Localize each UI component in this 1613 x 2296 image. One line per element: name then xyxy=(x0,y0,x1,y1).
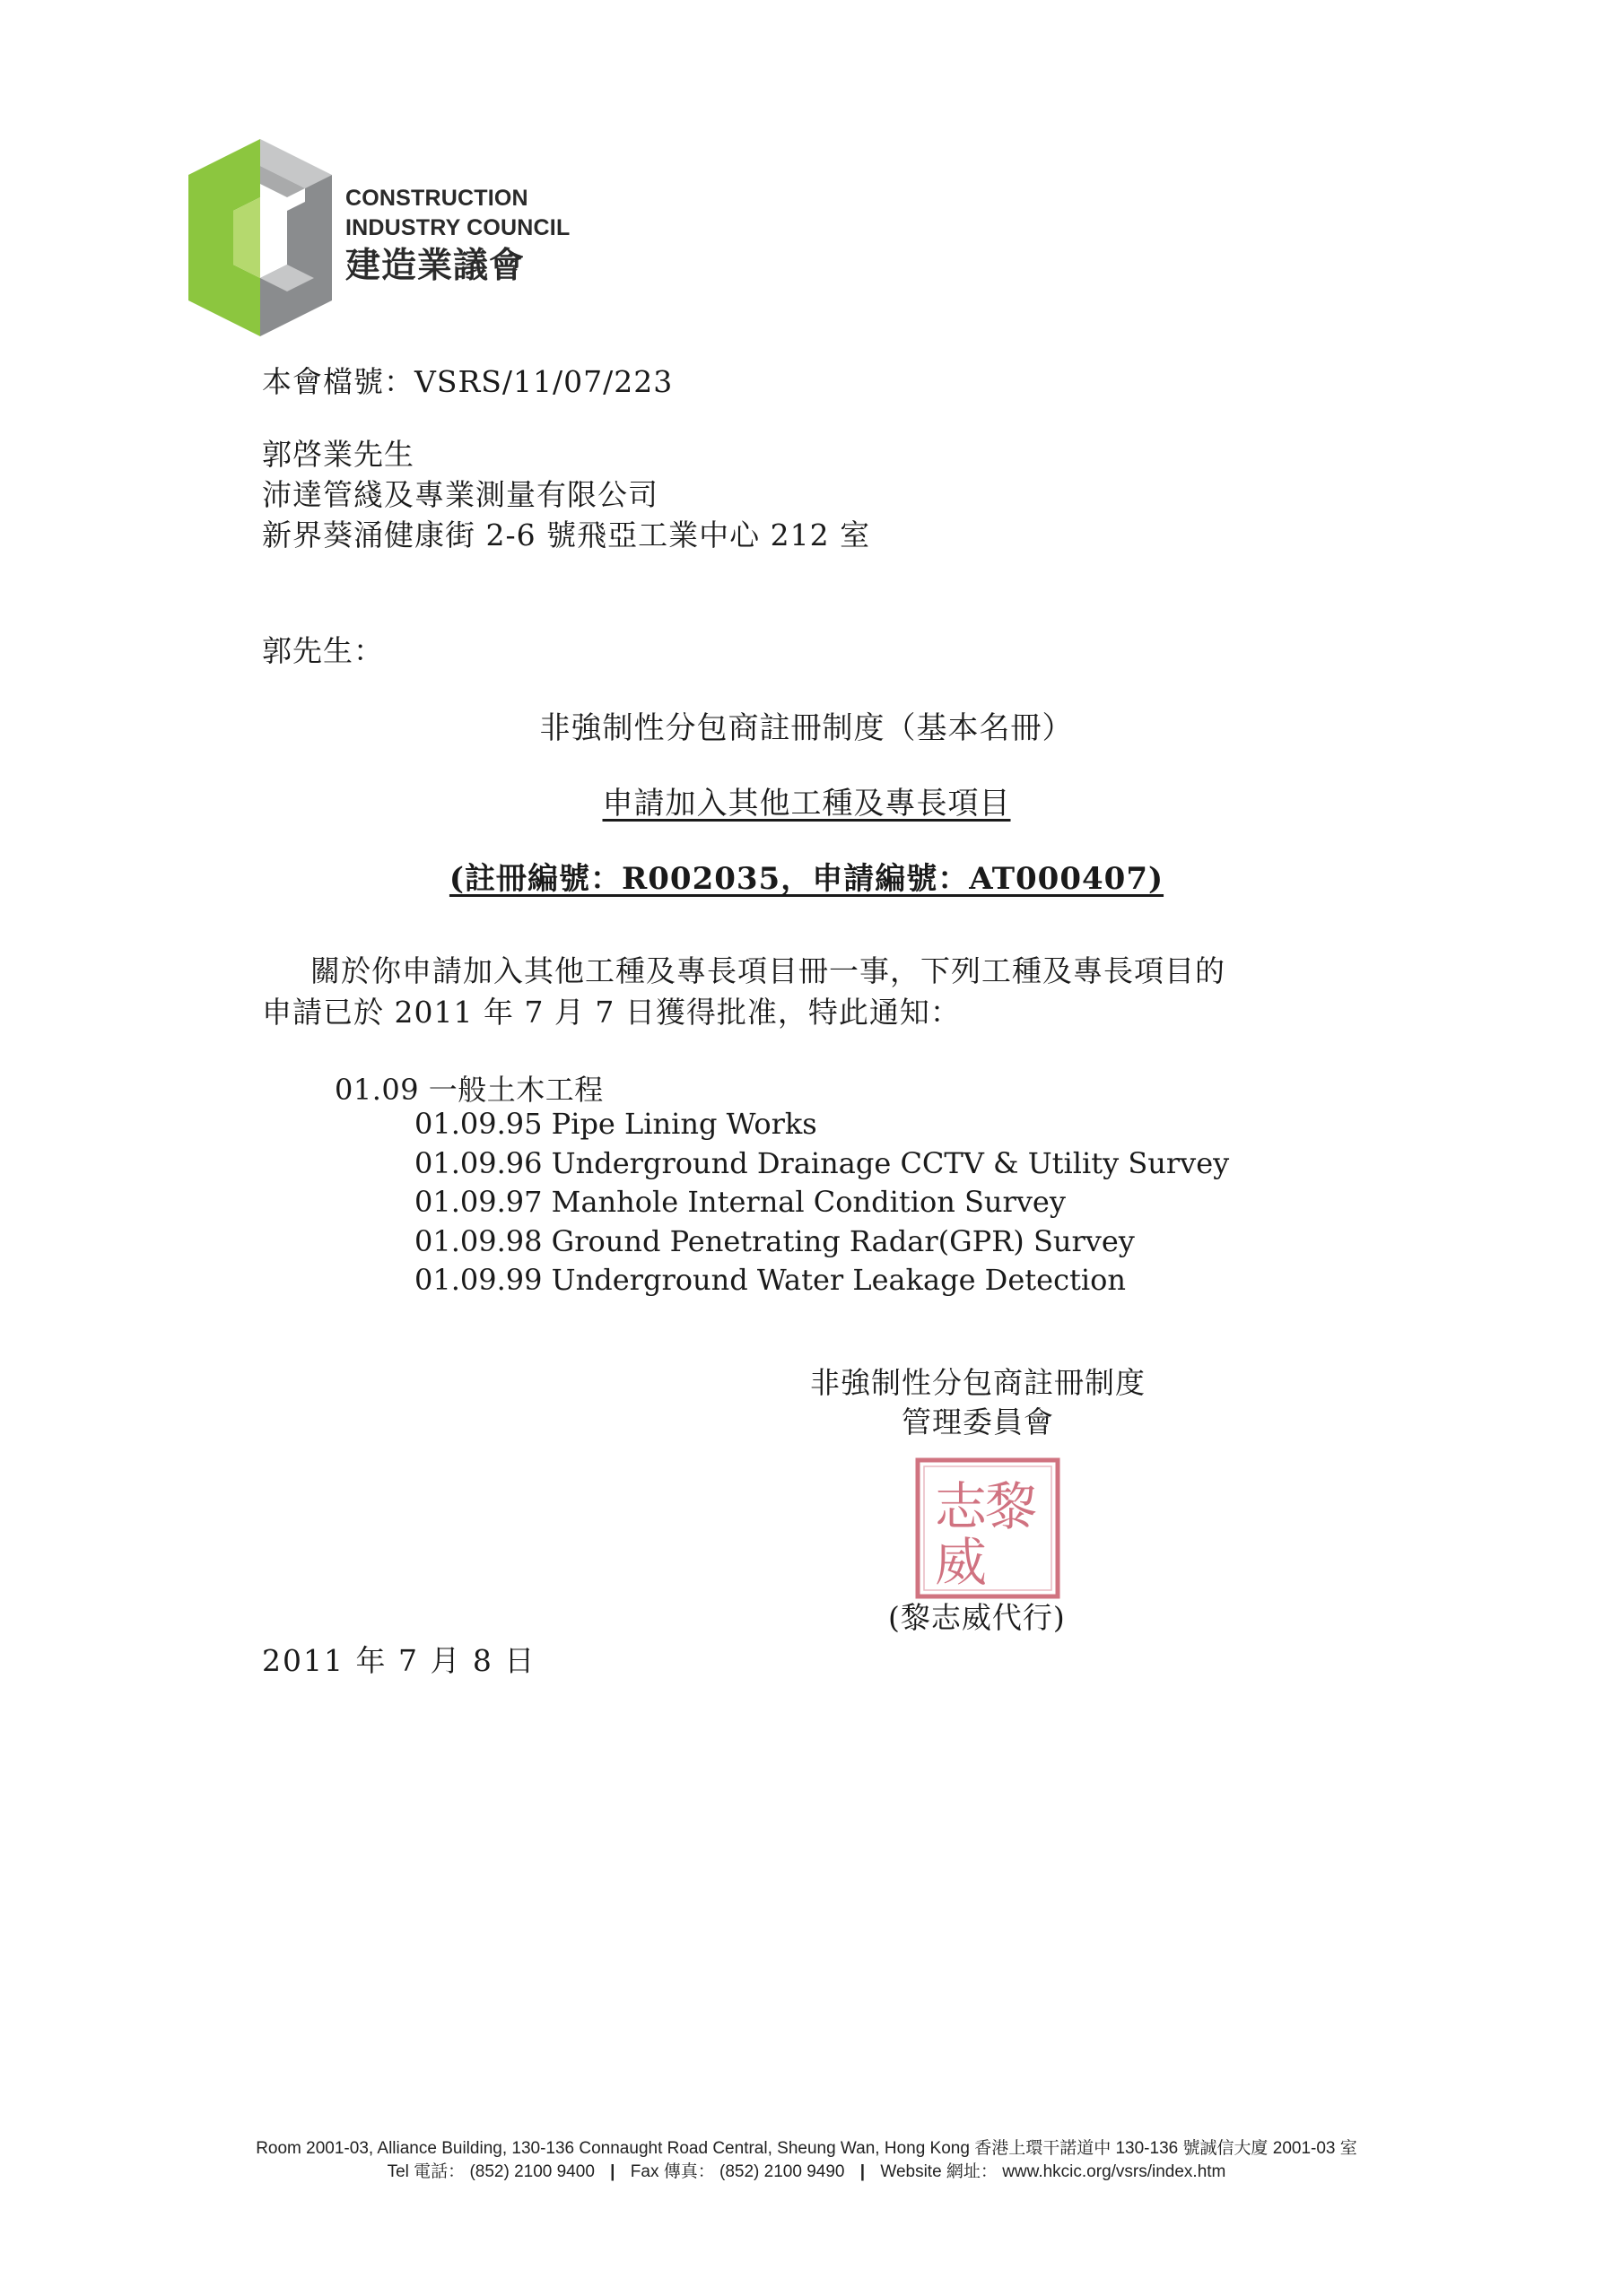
reference-number: 本會檔號：VSRS/11/07/223 xyxy=(262,364,674,399)
recipient-name: 郭啓業先生 xyxy=(262,437,414,472)
signer-name: (黎志威代行) xyxy=(888,1600,1066,1635)
footer-contacts xyxy=(0,2161,1613,2184)
sign-committee-line2: 管理委員會 xyxy=(902,1405,1054,1439)
footer-tel: Tel 電話： (852) 2100 9400 xyxy=(387,2162,595,2181)
specialty-item: 01.09.95 Pipe Lining Works xyxy=(414,1107,817,1141)
title-scheme: 非強制性分包商註冊制度（基本名冊） xyxy=(539,710,1074,746)
specialty-item: 01.09.96 Underground Drainage CCTV & Utility Survey xyxy=(414,1145,1230,1180)
signature-block xyxy=(789,1363,1166,1442)
cic-logo-icon xyxy=(179,135,350,341)
footer-separator: | xyxy=(610,2162,615,2181)
specialty-item: 01.09.99 Underground Water Leakage Detection xyxy=(414,1263,1126,1297)
specialty-item: 01.09.97 Manhole Internal Condition Survey xyxy=(414,1185,1066,1219)
footer-fax: Fax 傳真： (852) 2100 9490 xyxy=(630,2162,845,2181)
svg-text:威: 威 xyxy=(934,1532,988,1593)
logo-text xyxy=(345,184,570,287)
svg-text:黎: 黎 xyxy=(984,1476,1038,1537)
official-seal-stamp xyxy=(911,1453,1065,1604)
trade-category: 01.09 一般土木工程 xyxy=(335,1073,604,1107)
recipient-address xyxy=(262,434,870,555)
sign-committee-line1: 非強制性分包商註冊制度 xyxy=(810,1365,1146,1400)
logo-en-line2: INDUSTRY COUNCIL xyxy=(345,215,571,240)
specialty-items-list xyxy=(414,1105,1229,1300)
recipient-street: 新界葵涌健康街 2-6 號飛亞工業中心 212 室 xyxy=(262,517,871,552)
title-registration-numbers: (註冊編號：R002035，申請編號：AT000407) xyxy=(449,861,1164,897)
cic-logo xyxy=(179,135,592,341)
body-paragraph xyxy=(262,951,1401,1033)
footer-address: Room 2001-03, Alliance Building, 130-136 Connaught Road Central, Sheung Wan, Hong Kong 香港上環干諾道中 130-136 號誠信大廈 2001-03 室 xyxy=(256,2139,1357,2158)
page-footer xyxy=(0,2137,1613,2184)
body-line-1: 關於你申請加入其他工種及專長項目冊一事，下列工種及專長項目的 xyxy=(310,953,1225,988)
title-application: 申請加入其他工種及專長項目 xyxy=(602,786,1011,822)
letter-date: 2011 年 7 月 8 日 xyxy=(262,1643,536,1678)
body-line-2: 申請已於 2011 年 7 月 7 日獲得批准，特此通知： xyxy=(262,995,961,1030)
logo-zh: 建造業議會 xyxy=(345,246,526,286)
logo-en-line1: CONSTRUCTION xyxy=(345,186,528,211)
salutation: 郭先生： xyxy=(262,633,384,668)
recipient-company: 沛達管綫及專業測量有限公司 xyxy=(262,477,658,512)
footer-website: Website 網址： www.hkcic.org/vsrs/index.htm xyxy=(880,2162,1226,2181)
footer-separator: | xyxy=(859,2162,866,2181)
svg-text:志: 志 xyxy=(934,1476,988,1537)
specialty-item: 01.09.98 Ground Penetrating Radar(GPR) Survey xyxy=(414,1223,1135,1258)
